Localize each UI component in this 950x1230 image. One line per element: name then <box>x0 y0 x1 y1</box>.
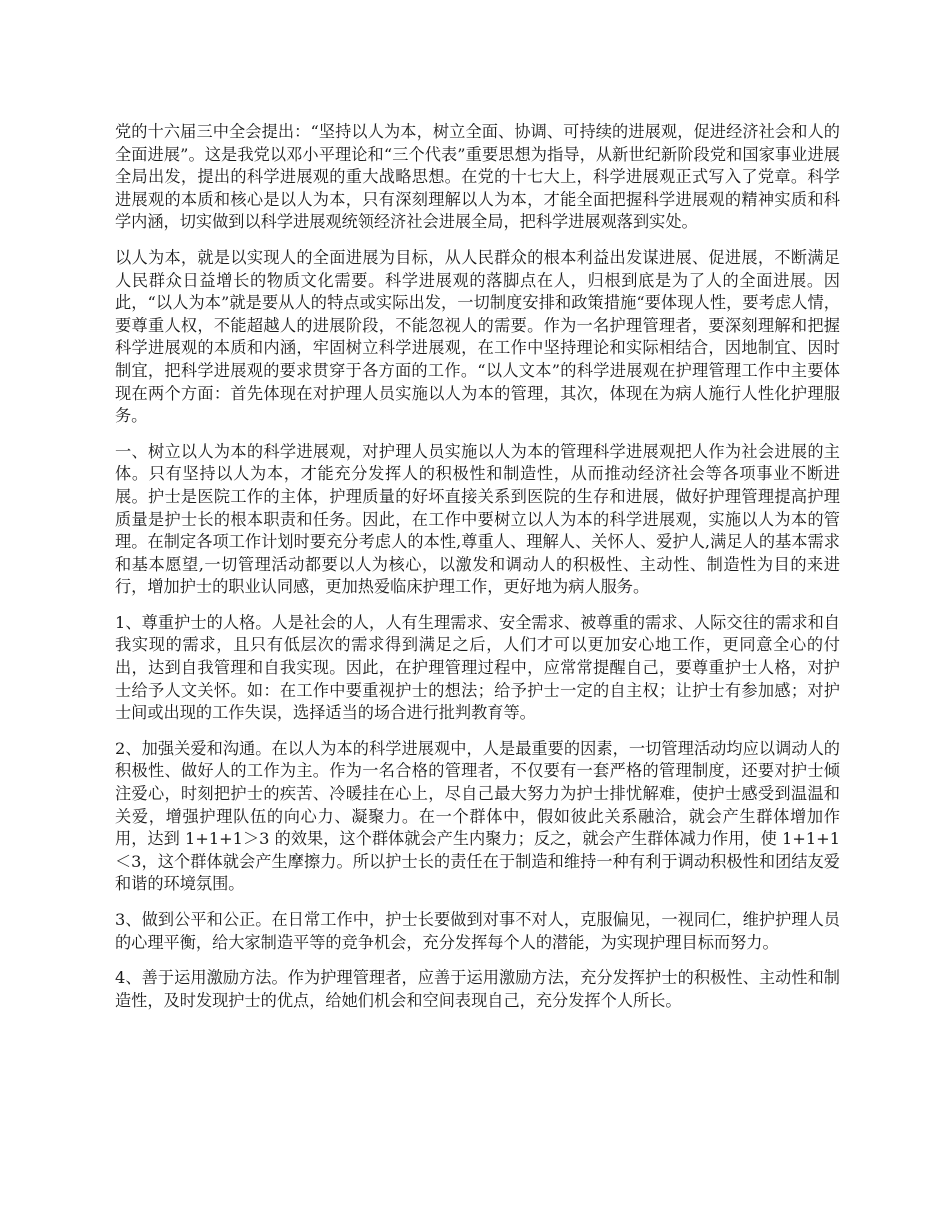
paragraph-point-2: 2、加强关爱和沟通。在以人为本的科学进展观中，人是最重要的因素，一切管理活动均应以调动人的积极性、做好人的工作为主。作为一名合格的管理者，不仅要有一套严格的管理制度，还要对护士倾注爱心，时刻把护士的疾苦、冷暖挂在心上，尽自己最大努力为护士排忧解难，使护士感受到温温和关爱，增强护理队伍的向心力、凝聚力。在一个群体中，假如彼此关系融洽，就会产生群体增加作用，达到 1+1+1＞3 的效果，这个群体就会产生内聚力；反之，就会产生群体减力作用，使 1+1+1＜3，这个群体就会产生摩擦力。所以护士长的责任在于制造和维持一种有利于调动积极性和团结友爱和谐的环境氛围。 <box>115 738 840 894</box>
paragraph-intro: 党的十六届三中全会提出：“坚持以人为本，树立全面、协调、可持续的进展观，促进经济社会和人的全面进展”。这是我党以邓小平理论和“三个代表”重要思想为指导，从新世纪新阶段党和国家事业进展全局出发，提出的科学进展观的重大战略思想。在党的十七大上，科学进展观正式写入了党章。科学进展观的本质和核心是以人为本，只有深刻理解以人为本，才能全面把握科学进展观的精神实质和科学内涵，切实做到以科学进展观统领经济社会进展全局，把科学进展观落到实处。 <box>115 122 840 232</box>
paragraph-section-one: 一、树立以人为本的科学进展观，对护理人员实施以人为本的管理科学进展观把人作为社会进展的主体。只有坚持以人为本，才能充分发挥人的积极性和制造性，从而推动经济社会等各项事业不断进展。护士是医院工作的主体，护理质量的好坏直接关系到医院的生存和进展，做好护理管理提高护理质量是护士长的根本职责和任务。因此，在工作中要树立以人为本的科学进展观，实施以人为本的管理。在制定各项工作计划时要充分考虑人的本性,尊重人、理解人、关怀人、爱护人,满足人的基本需求和基本愿望,一切管理活动都要以人为核心，以激发和调动人的积极性、主动性、制造性为目的来进行，增加护士的职业认同感，更加热爱临床护理工作，更好地为病人服务。 <box>115 441 840 597</box>
paragraph-point-4: 4、善于运用激励方法。作为护理管理者，应善于运用激励方法，充分发挥护士的积极性、主动性和制造性，及时发现护士的优点，给她们机会和空间表现自己，充分发挥个人所长。 <box>115 968 840 1010</box>
paragraph-people-oriented: 以人为本，就是以实现人的全面进展为目标，从人民群众的根本利益出发谋进展、促进展，不断满足人民群众日益增长的物质文化需要。科学进展观的落脚点在人，归根到底是为了人的全面进展。因此，“以人为本”就是要从人的特点或实际出发，一切制度安排和政策措施“要体现人性，要考虑人情，要尊重人权，不能超越人的进展阶段，不能忽视人的需要。作为一名护理管理者，要深刻理解和把握科学进展观的本质和内涵，牢固树立科学进展观，在工作中坚持理论和实际相结合，因地制宜、因时制宜，把科学进展观的要求贯穿于各方面的工作。“以人文本”的科学进展观在护理管理工作中主要体现在两个方面：首先体现在对护理人员实施以人为本的管理，其次，体现在为病人施行人性化护理服务。 <box>115 247 840 426</box>
document-body <box>115 121 840 1025</box>
paragraph-point-1: 1、尊重护士的人格。人是社会的人，人有生理需求、安全需求、被尊重的需求、人际交往的需求和自我实现的需求，且只有低层次的需求得到满足之后，人们才可以更加安心地工作，更同意全心的付出，达到自我管理和自我实现。因此，在护理管理过程中，应常常提醒自己，要尊重护士人格，对护士给予人文关怀。如：在工作中要重视护士的想法；给予护士一定的自主权；让护士有参加感；对护士间或出现的工作失误，选择适当的场合进行批判教育等。 <box>115 612 840 723</box>
paragraph-point-3: 3、做到公平和公正。在日常工作中，护士长要做到对事不对人，克服偏见，一视同仁，维护护理人员的心理平衡，给大家制造平等的竞争机会，充分发挥每个人的潜能，为实现护理目标而努力。 <box>115 910 840 952</box>
